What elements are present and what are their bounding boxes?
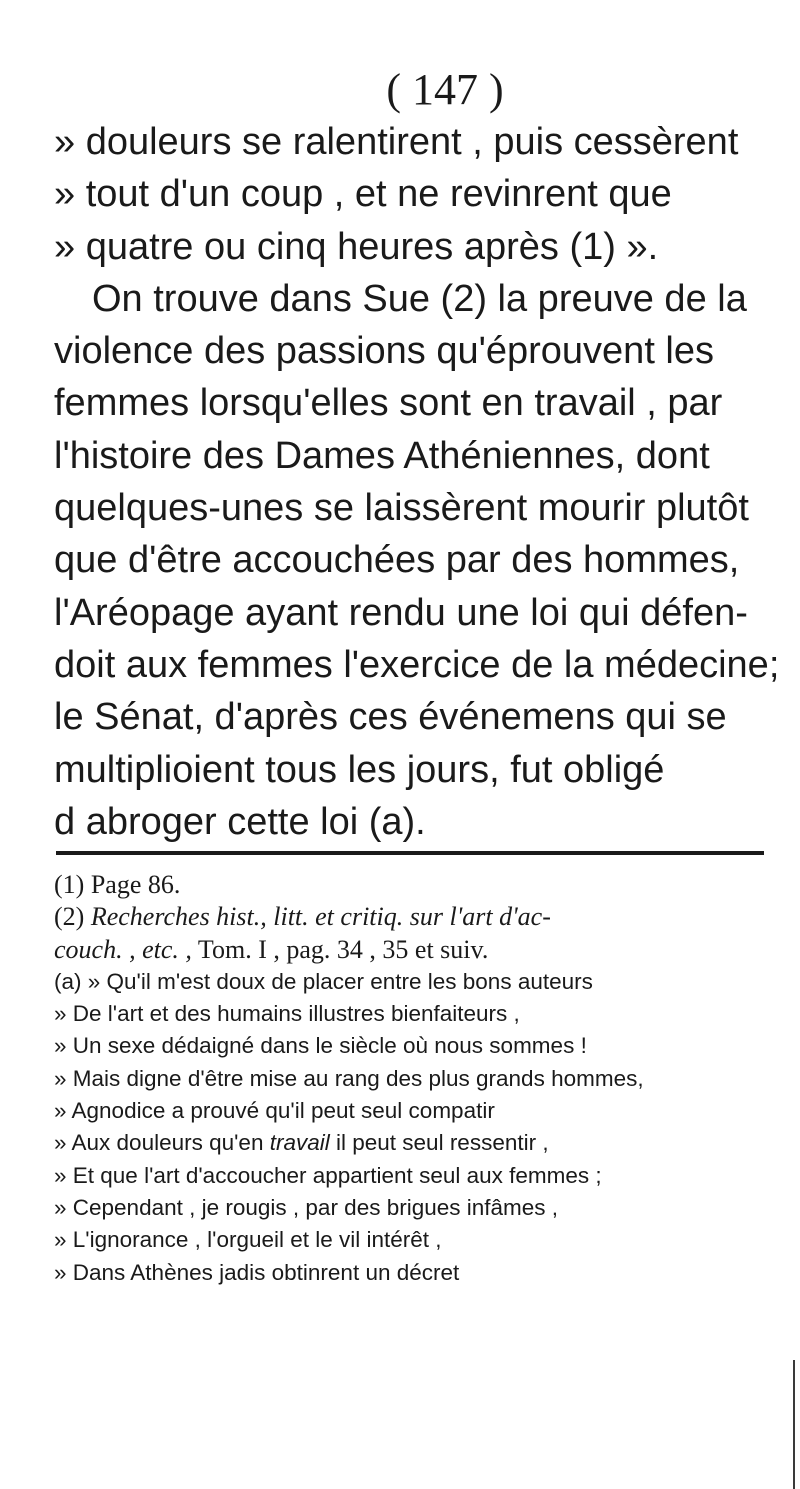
text-line: multiplioient tous les jours, fut obligé — [54, 748, 665, 791]
verse-italic-word: travail — [269, 1130, 330, 1156]
text-line: » quatre ou cinq heures après (1) ». — [54, 225, 659, 268]
text-line: » tout d'un coup , et ne revinrent que — [54, 173, 672, 216]
footnote-2-title: Recherches hist., litt. et critiq. sur l'art d'ac- — [90, 902, 551, 932]
text-line: le Sénat, d'après ces événemens qui se — [54, 696, 727, 739]
footnote-2 — [54, 901, 766, 933]
text-line: que d'être accouchées par des hommes, — [54, 539, 740, 582]
verse-line: » Dans Athènes jadis obtinrent un décret — [54, 1259, 460, 1285]
text-line: On trouve dans Sue (2) la preuve de la — [92, 277, 747, 320]
page-number: ( 147 ) — [386, 65, 504, 114]
verse-line: » Cependant , je rougis , par des brigues infâmes , — [54, 1194, 559, 1220]
footnote-1: (1) Page 86. — [54, 870, 181, 899]
main-text — [54, 116, 780, 848]
verse-line: » Mais digne d'être mise au rang des plus grands hommes, — [54, 1065, 644, 1091]
text-line: » douleurs se ralentirent , puis cessèrent — [54, 121, 739, 163]
footnote-2-reference: Tom. I , pag. 34 , 35 et suiv. — [191, 934, 489, 964]
verse-line: » L'ignorance , l'orgueil et le vil intérêt , — [54, 1227, 442, 1253]
verse-line-end: il peut seul ressentir , — [329, 1130, 549, 1156]
verse-line — [54, 1127, 766, 1159]
footnote-2-marker: (2) — [54, 902, 91, 932]
verse-line-start: » Aux douleurs qu'en — [54, 1130, 270, 1156]
text-line: l'Aréopage ayant rendu une loi qui défen- — [54, 591, 748, 634]
text-line: violence des passions qu'éprouvent les — [54, 330, 715, 373]
text-line: femmes lorsqu'elles sont en travail , par — [54, 382, 723, 425]
page-edge-mark — [793, 1360, 795, 1489]
footnote-2-continuation — [54, 934, 766, 966]
footnote-a: (a) » Qu'il m'est doux de placer entre les bons auteurs — [54, 968, 593, 994]
text-line: d abroger cette loi (a). — [54, 800, 426, 843]
text-line: doit aux femmes l'exercice de la médecine; — [54, 643, 780, 686]
footnote-divider — [56, 851, 764, 855]
verse-line: » De l'art et des humains illustres bienfaiteurs , — [54, 1001, 520, 1027]
verse-line: » Agnodice a prouvé qu'il peut seul compatir — [54, 1098, 495, 1124]
verse-line: » Un sexe dédaigné dans le siècle où nous sommes ! — [54, 1033, 587, 1059]
footnotes — [54, 869, 766, 1289]
text-line: quelques-unes se laissèrent mourir plutôt — [54, 487, 749, 530]
text-line: l'histoire des Dames Athéniennes, dont — [54, 434, 710, 477]
footnote-2-title-cont: couch. , etc. , — [54, 934, 192, 964]
verse-line: » Et que l'art d'accoucher appartient seul aux femmes ; — [54, 1162, 602, 1188]
